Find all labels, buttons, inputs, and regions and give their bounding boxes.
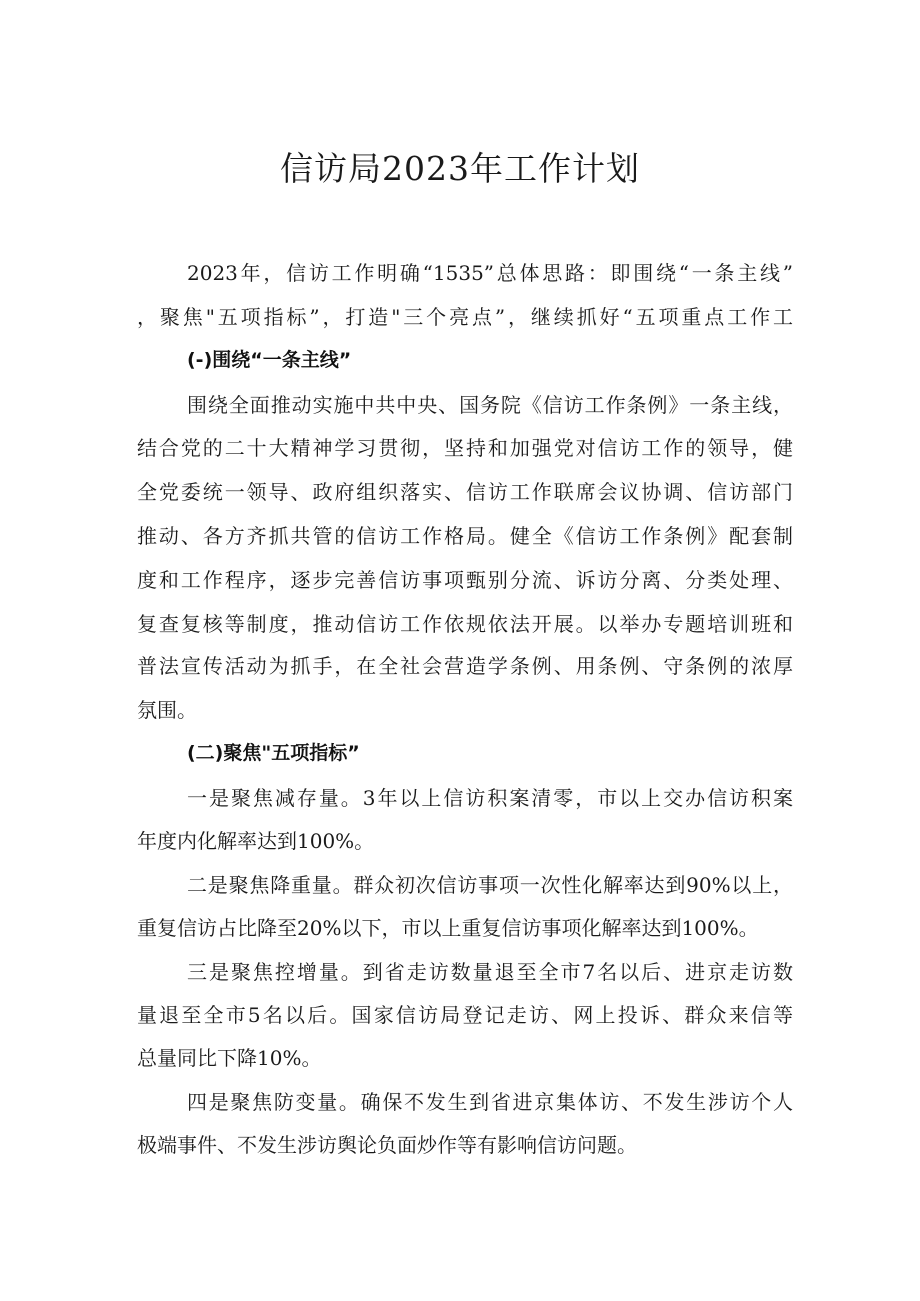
section-2-p3-line-1: 三是聚焦控增量。到省走访数量退至全市7名以后、进京走访数 <box>187 960 793 984</box>
section-1-line-3: 全党委统一领导、政府组织落实、信访工作联席会议协调、信访部门 <box>137 480 793 504</box>
intro-line-1: 2023年，信访工作明确“1535”总体思路：即围绕“一条主线” <box>187 261 793 285</box>
section-2-p4-line-2: 极端事件、不发生涉访舆论负面炒作等有影响信访问题。 <box>137 1133 637 1157</box>
section-2-p2-line-2: 重复信访占比降至20%以下，市以上重复信访事项化解率达到100%。 <box>137 916 759 940</box>
section-2-heading: (二)聚焦"五项指标” <box>187 742 360 764</box>
section-1-line-8: 氛围。 <box>137 698 197 722</box>
section-2-p3-line-2: 量退至全市5名以后。国家信访局登记走访、网上投诉、群众来信等 <box>137 1003 793 1027</box>
section-2-p1-line-1: 一是聚焦减存量。3年以上信访积案清零，市以上交办信访积案 <box>187 786 793 810</box>
section-2-p2-line-1: 二是聚焦降重量。群众初次信访事项一次性化解率达到90%以上， <box>187 873 793 897</box>
section-1-line-5: 度和工作程序，逐步完善信访事项甄别分流、诉访分离、分类处理、 <box>137 568 793 592</box>
section-2-p1-line-2: 年度内化解率达到100%。 <box>137 829 375 853</box>
document-title: 信访局2023年工作计划 <box>280 149 640 188</box>
section-1-line-7: 普法宣传活动为抓手，在全社会营造学条例、用条例、守条例的浓厚 <box>137 654 793 678</box>
intro-line-2: ，聚焦"五项指标”，打造"三个亮点”，继续抓好“五项重点工作工 <box>137 305 793 329</box>
section-1-line-1: 围绕全面推动实施中共中央、国务院《信访工作条例》一条主线， <box>187 393 793 417</box>
section-1-line-6: 复查复核等制度，推动信访工作依规依法开展。以举办专题培训班和 <box>137 612 793 636</box>
section-2-p3-line-3: 总量同比下降10%。 <box>137 1046 322 1070</box>
section-1-heading: (-)围绕“一条主线” <box>187 349 352 371</box>
section-1-line-4: 推动、各方齐抓共管的信访工作格局。健全《信访工作条例》配套制 <box>137 524 793 548</box>
section-2-p4-line-1: 四是聚焦防变量。确保不发生到省进京集体访、不发生涉访个人 <box>187 1090 793 1114</box>
section-1-line-2: 结合党的二十大精神学习贯彻，坚持和加强党对信访工作的领导，健 <box>137 436 793 460</box>
